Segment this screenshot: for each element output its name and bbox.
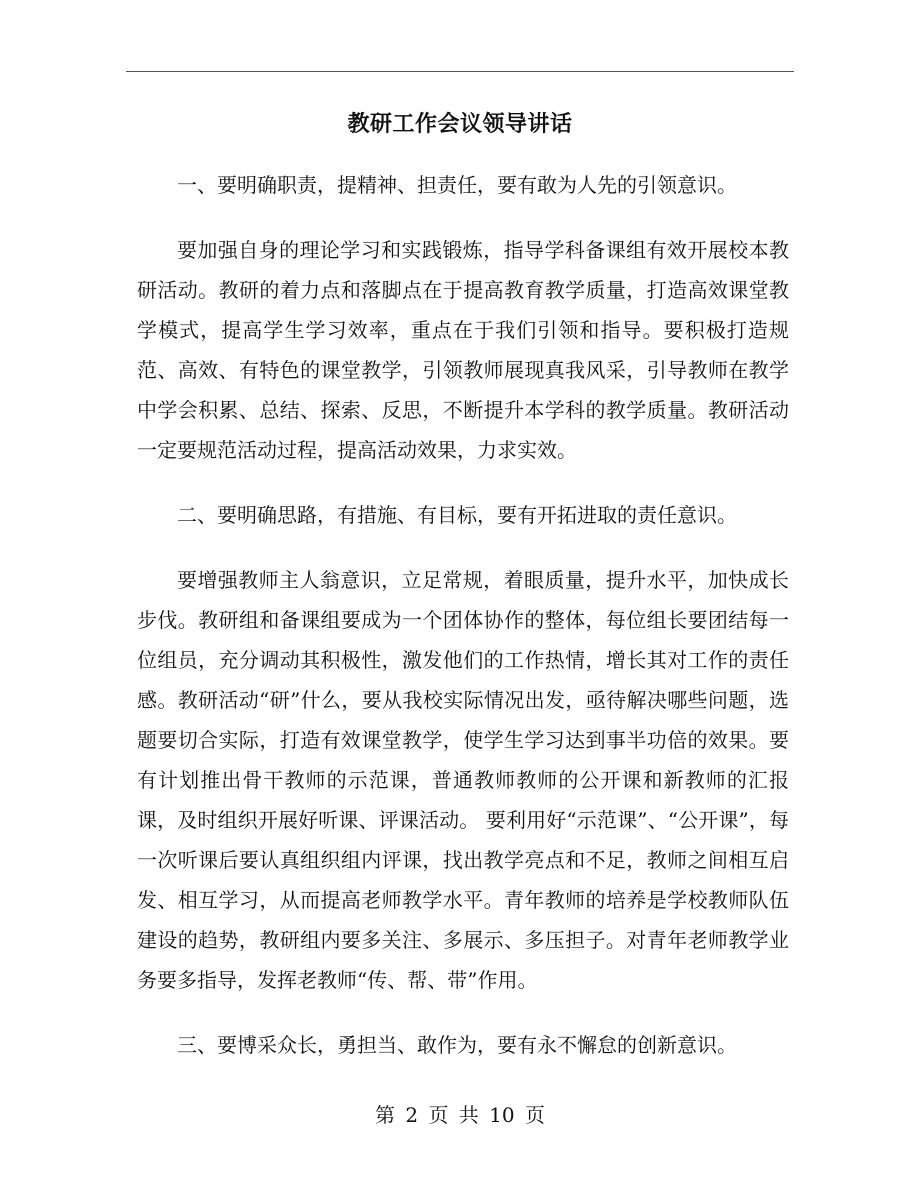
page-number: 第 2 页 共 10 页 xyxy=(375,1103,545,1127)
section-2-paragraph: 要增强教师主人翁意识，立足常规，着眼质量，提升水平，加快成长步伐。教研组和备课组要成为一个团体协作的整体，每位组长要团结每一位组员，充分调动其积极性，激发他们的工作热情，增长其对工作的责任感。教研活动“研”什么，要从我校实际情况出发，亟待解决哪些问题，选题要切合实际，打造有效课堂教学，使学生学习达到事半功倍的效果。要有计划推出骨干教师的示范课，普通教师教师的公开课和新教师的汇报课，及时组织开展好听课、评课活动。 要利用好“示范课”、“公开课”，每一次听课后要认真组织组内评课，找出教学亮点和不足，教师之间相互启发、相互学习，从而提高老师教学水平。青年教师的培养是学校教师队伍建设的趋势，教研组内要多关注、多展示、多压担子。对青年老师教学业务要多指导，发挥老教师“传、帮、带”作用。 xyxy=(137,568,789,992)
header-rule xyxy=(126,71,794,72)
document-body xyxy=(137,165,789,1090)
document-title: 教研工作会议领导讲话 xyxy=(347,111,573,137)
section-1-heading: 一、要明确职责，提精神、担责任，要有敢为人先的引领意识。 xyxy=(177,173,737,197)
section-1-paragraph: 要加强自身的理论学习和实践锻炼，指导学科备课组有效开展校本教研活动。教研的着力点和落脚点在于提高教育教学质量，打造高效课堂教学模式，提高学生学习效率，重点在于我们引领和指导。要积极打造规范、高效、有特色的课堂教学，引领教师展现真我风采，引导教师在教学中学会积累、总结、探索、反思，不断提升本学科的教学质量。教研活动一定要规范活动过程，提高活动效果，力求实效。 xyxy=(137,238,789,462)
section-3-heading: 三、要博采众长，勇担当、敢作为，要有永不懈怠的创新意识。 xyxy=(177,1033,737,1057)
section-2-heading: 二、要明确思路，有措施、有目标，要有开拓进取的责任意识。 xyxy=(177,503,737,527)
